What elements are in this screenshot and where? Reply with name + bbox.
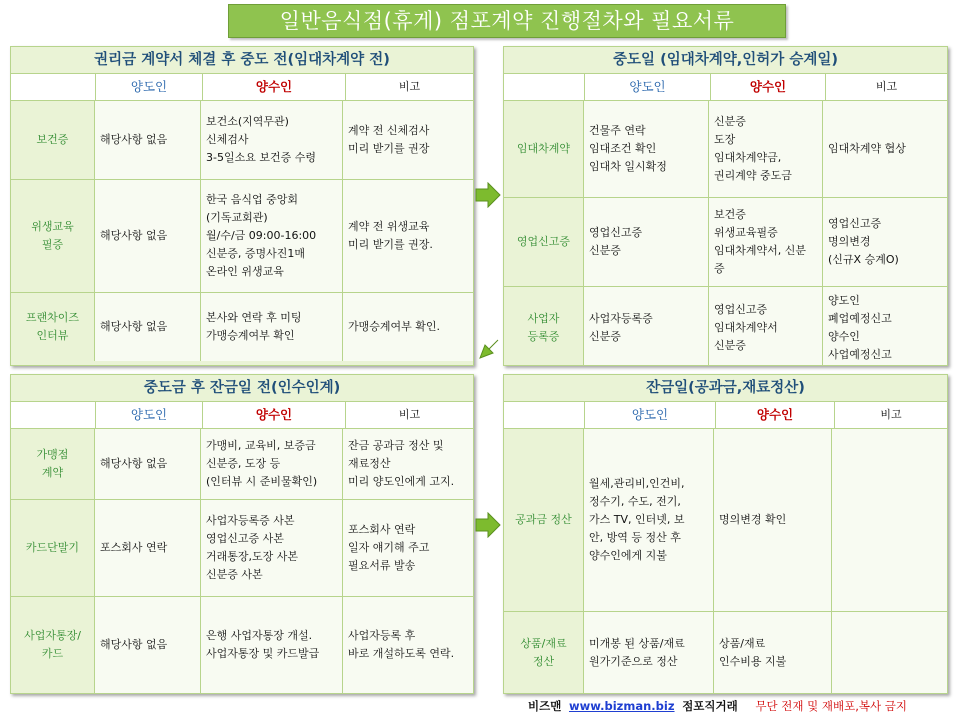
transferor-cell-line: 신분증 xyxy=(589,330,621,343)
row-label-line: 영업신고증 xyxy=(516,235,571,248)
transferor-cell-line: 임대조건 확인 xyxy=(589,142,657,155)
transferor-cell xyxy=(95,429,201,499)
note-cell-line: 미리 양도인에게 고지. xyxy=(348,475,455,488)
header-blank xyxy=(504,402,585,428)
transferor-cell-line: 신분증 xyxy=(589,244,621,257)
transferee-cell-line: 월/수/금 09:00-16:00 xyxy=(206,229,317,242)
transferee-cell-line: 보건증 xyxy=(714,208,746,221)
note-cell-line: 임대차계약 협상 xyxy=(828,142,906,155)
table-header xyxy=(11,74,473,101)
note-cell-line: 계약 전 위생교육 xyxy=(348,220,430,233)
transferee-cell-line: 가맹비, 교육비, 보증금 xyxy=(206,439,316,452)
header-blank xyxy=(11,402,96,428)
page-title: 일반음식점(휴게) 점포계약 진행절차와 필요서류 xyxy=(228,4,786,38)
row-label-line: 등록증 xyxy=(527,330,560,343)
transferee-cell xyxy=(201,429,343,499)
transferor-cell-line: 영업신고증 xyxy=(589,226,643,239)
transferor-cell-line: 해당사항 없음 xyxy=(100,320,168,333)
transferee-cell-line: 온라인 위생교육 xyxy=(206,265,284,278)
note-cell xyxy=(832,612,947,694)
row-label xyxy=(11,180,95,292)
transferee-cell-line: 영업신고증 xyxy=(714,303,768,316)
transferor-cell-line: 임대차 일시확정 xyxy=(589,160,667,173)
transferor-cell-line: 정수기, 수도, 전기, xyxy=(589,495,681,508)
note-cell-line: 잔금 공과금 정산 및 xyxy=(348,439,444,452)
transferee-cell-line: 권리계약 중도금 xyxy=(714,169,792,182)
transferee-cell-line: 신분증 xyxy=(714,115,746,128)
note-cell-line: (신규X 승계O) xyxy=(828,253,899,266)
transferor-cell xyxy=(584,287,709,366)
note-cell-line: 미리 받기를 권장. xyxy=(348,238,433,251)
row-label xyxy=(11,293,95,361)
row-label-line: 프랜차이즈 xyxy=(25,311,80,324)
transferor-cell-line: 미개봉 된 상품/재료 xyxy=(589,637,685,650)
panel-before-balance xyxy=(10,374,474,694)
transferor-cell-line: 사업자등록증 xyxy=(589,312,653,325)
transferee-cell xyxy=(201,597,343,693)
note-cell-line: 사업예정신고 xyxy=(828,348,892,361)
note-cell-line: 가맹승계여부 확인. xyxy=(348,320,441,333)
arrow-right-top-icon xyxy=(474,182,502,208)
row-label xyxy=(11,101,95,179)
transferee-cell-line: (기독교회관) xyxy=(206,211,268,224)
row-label-line: 보건증 xyxy=(36,133,69,146)
row-label-line: 상품/재료 xyxy=(520,637,567,650)
transferee-cell-line: 3-5일소요 보건증 수령 xyxy=(206,151,316,164)
footer-brand: 비즈맨 xyxy=(528,699,562,713)
table-row xyxy=(504,612,947,694)
transferee-cell-line: 은행 사업자통장 개설. xyxy=(206,629,313,642)
table-row xyxy=(11,597,473,693)
transferor-cell xyxy=(584,429,714,611)
transferor-cell-line: 해당사항 없음 xyxy=(100,638,168,651)
note-cell-line: 영업신고증 xyxy=(828,217,882,230)
transferor-cell xyxy=(584,101,709,197)
transferee-cell xyxy=(201,500,343,596)
header-transferee: 양수인 xyxy=(203,74,346,100)
transferee-cell-line: 명의변경 확인 xyxy=(719,513,787,526)
note-cell-line: 폐업예정신고 xyxy=(828,312,892,325)
transferor-cell-line: 양수인에게 지불 xyxy=(589,549,667,562)
transferee-cell-line: 위생교육필증 xyxy=(714,226,778,239)
row-label-line: 임대차계약 xyxy=(516,142,571,155)
transferee-cell-line: 사업자통장 및 카드발급 xyxy=(206,647,320,660)
transferee-cell xyxy=(709,287,823,366)
row-label-line: 사업자 xyxy=(527,312,560,325)
transferee-cell xyxy=(201,180,343,292)
note-cell-line: 양수인 xyxy=(828,330,860,343)
row-label xyxy=(504,287,584,366)
row-label-line: 가맹점 xyxy=(36,448,69,461)
note-cell-line: 재료정산 xyxy=(348,457,391,470)
transferor-cell xyxy=(95,597,201,693)
panel-interim-day xyxy=(503,46,948,366)
table-header xyxy=(504,402,947,429)
row-label-line: 사업자통장/ xyxy=(24,629,81,642)
transferor-cell-line: 해당사항 없음 xyxy=(100,457,168,470)
header-note: 비고 xyxy=(875,80,898,93)
row-label xyxy=(504,101,584,197)
header-transferor: 양도인 xyxy=(96,74,203,100)
header-note: 비고 xyxy=(880,408,902,421)
transferor-cell xyxy=(584,612,714,694)
transferee-cell-line: 신분증 사본 xyxy=(206,568,263,581)
panel-title: 중도일 (임대차계약,인허가 승계일) xyxy=(504,47,947,74)
header-blank xyxy=(504,74,585,100)
transferee-cell-line: 인수비용 지불 xyxy=(719,655,787,668)
note-cell xyxy=(343,429,473,499)
header-transferor: 양도인 xyxy=(585,74,711,100)
transferee-cell xyxy=(709,101,823,197)
transferee-cell-line: 임대차계약금, xyxy=(714,151,782,164)
transferee-cell-line: 임대차계약서 xyxy=(714,321,778,334)
transferee-cell-line: 도장 xyxy=(714,133,736,146)
header-transferee: 양수인 xyxy=(203,402,346,428)
note-cell xyxy=(823,198,947,286)
header-note: 비고 xyxy=(398,408,421,421)
transferor-cell-line: 가스 TV, 인터넷, 보 xyxy=(589,513,685,526)
transferee-cell-line: 한국 음식업 중앙회 xyxy=(206,193,299,206)
note-cell-line: 포스회사 연락 xyxy=(348,523,416,536)
note-cell xyxy=(823,101,947,197)
row-label-line: 계약 xyxy=(41,466,64,479)
header-transferor: 양도인 xyxy=(96,402,203,428)
transferor-cell xyxy=(584,198,709,286)
transferee-cell-line: 보건소(지역무관) xyxy=(206,115,289,128)
row-label xyxy=(504,198,584,286)
row-label xyxy=(11,597,95,693)
panel-title: 잔금일(공과금,재료정산) xyxy=(504,375,947,402)
table-row xyxy=(504,198,947,287)
note-cell xyxy=(343,180,473,292)
header-blank xyxy=(11,74,96,100)
transferee-cell-line: 증 xyxy=(714,262,725,275)
row-label-line: 정산 xyxy=(532,655,555,668)
transferee-cell-line: 본사와 연락 후 미팅 xyxy=(206,311,302,324)
table-row xyxy=(11,293,473,361)
transferee-cell-line: 거래통장,도장 사본 xyxy=(206,550,299,563)
transferee-cell-line: 임대차계약서, 신분 xyxy=(714,244,807,257)
table-row xyxy=(11,429,473,500)
note-cell-line: 필요서류 발송 xyxy=(348,559,416,572)
table-header xyxy=(504,74,947,101)
note-cell-line: 사업자등록 후 xyxy=(348,629,416,642)
transferor-cell-line: 포스회사 연락 xyxy=(100,541,168,554)
panel-before-interim xyxy=(10,46,474,366)
note-cell xyxy=(343,500,473,596)
note-cell-line: 계약 전 신체검사 xyxy=(348,124,430,137)
arrow-down-left-icon xyxy=(476,336,502,362)
transferor-cell-line: 건물주 연락 xyxy=(589,124,646,137)
panel-title: 중도금 후 잔금일 전(인수인계) xyxy=(11,375,473,402)
row-label-line: 필증 xyxy=(41,238,64,251)
transferee-cell-line: 신분증, 도장 등 xyxy=(206,457,281,470)
table-header xyxy=(11,402,473,429)
table-row xyxy=(504,287,947,366)
note-cell-line: 바로 개설하도록 연락. xyxy=(348,647,455,660)
transferor-cell xyxy=(95,180,201,292)
transferee-cell-line: 상품/재료 xyxy=(719,637,766,650)
table-row xyxy=(11,101,473,180)
row-label-line: 공과금 정산 xyxy=(515,513,572,526)
note-cell-line: 양도인 xyxy=(828,294,860,307)
footer-link[interactable]: www.bizman.biz xyxy=(568,699,675,713)
row-label-line: 카드단말기 xyxy=(25,541,80,554)
row-label xyxy=(504,612,584,694)
row-label-line: 인터뷰 xyxy=(36,329,69,342)
table-row xyxy=(504,101,947,198)
transferor-cell-line: 원가기준으로 정산 xyxy=(589,655,678,668)
transferor-cell-line: 안, 방역 등 정산 후 xyxy=(589,531,681,544)
row-label-line: 위생교육 xyxy=(31,220,74,233)
transferee-cell-line: 영업신고증 사본 xyxy=(206,532,284,545)
footer-suffix: 점포직거래 xyxy=(682,699,738,713)
note-cell-line: 명의변경 xyxy=(828,235,871,248)
row-label xyxy=(11,429,95,499)
note-cell xyxy=(343,101,473,179)
row-label xyxy=(11,500,95,596)
transferee-cell xyxy=(201,101,343,179)
transferee-cell xyxy=(709,198,823,286)
note-cell xyxy=(343,597,473,693)
transferee-cell-line: 가맹승계여부 확인 xyxy=(206,329,295,342)
transferee-cell-line: 신체검사 xyxy=(206,133,249,146)
panel-balance-day xyxy=(503,374,948,694)
transferee-cell xyxy=(714,429,832,611)
note-cell xyxy=(823,287,947,366)
transferor-cell xyxy=(95,101,201,179)
row-label xyxy=(504,429,584,611)
transferor-cell xyxy=(95,293,201,361)
transferee-cell-line: 신분증, 증명사진1매 xyxy=(206,247,305,260)
note-cell xyxy=(832,429,947,611)
transferor-cell-line: 해당사항 없음 xyxy=(100,133,168,146)
table-row xyxy=(11,180,473,293)
table-row xyxy=(11,500,473,597)
row-label-line: 카드 xyxy=(41,647,64,660)
footer-warning: 무단 전재 및 재배포,복사 금지 xyxy=(755,699,907,713)
transferor-cell-line: 월세,관리비,인건비, xyxy=(589,477,685,490)
transferee-cell-line: 신분증 xyxy=(714,339,746,352)
header-note: 비고 xyxy=(398,80,421,93)
note-cell-line: 일자 얘기해 주고 xyxy=(348,541,430,554)
header-transferee: 양수인 xyxy=(711,74,826,100)
transferor-cell xyxy=(95,500,201,596)
header-transferee: 양수인 xyxy=(716,402,835,428)
transferee-cell-line: (인터뷰 시 준비물확인) xyxy=(206,475,318,488)
transferee-cell-line: 사업자등록증 사본 xyxy=(206,514,295,527)
table-row xyxy=(504,429,947,612)
note-cell xyxy=(343,293,473,361)
transferee-cell xyxy=(714,612,832,694)
arrow-right-bottom-icon xyxy=(474,512,502,538)
transferor-cell-line: 해당사항 없음 xyxy=(100,229,168,242)
header-transferor: 양도인 xyxy=(585,402,716,428)
note-cell-line: 미리 받기를 권장 xyxy=(348,142,430,155)
footer xyxy=(528,698,907,714)
transferee-cell xyxy=(201,293,343,361)
panel-title: 권리금 계약서 체결 후 중도 전(임대차계약 전) xyxy=(11,47,473,74)
